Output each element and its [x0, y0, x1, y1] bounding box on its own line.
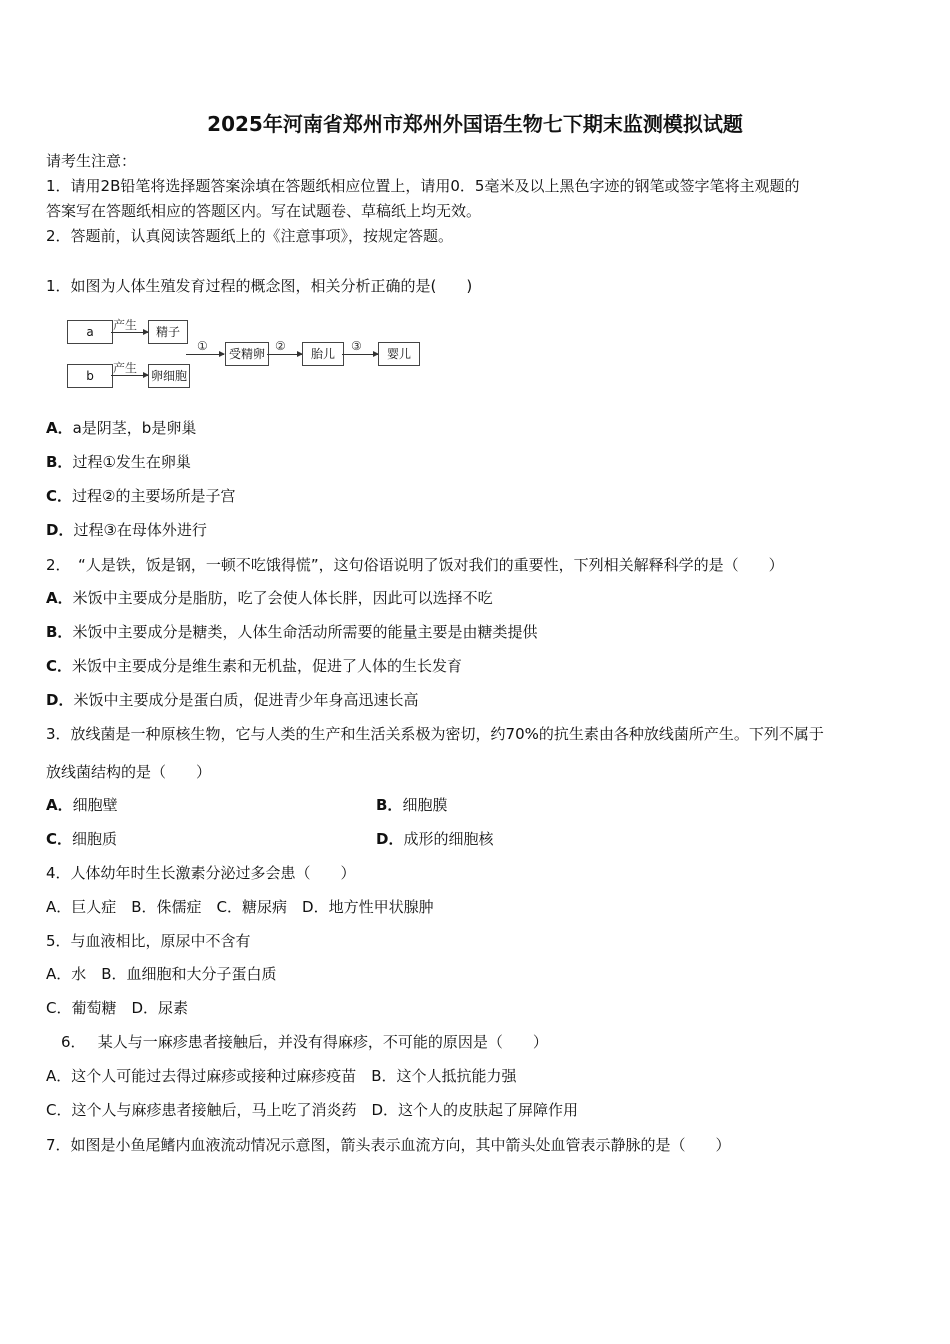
diagram-box-baby: 婴儿 [378, 342, 420, 366]
question-3-stem-cont: 放线菌结构的是（ ） [46, 763, 212, 781]
option-d [46, 520, 207, 540]
option-b [46, 622, 537, 642]
diagram-box-fetus: 胎儿 [302, 342, 344, 366]
question-6-options: C．这个人与麻疹患者接触后，马上吃了消炎药 D．这个人的皮肤起了屏障作用 [46, 1101, 579, 1119]
notice-line: 2．答题前，认真阅读答题纸上的《注意事项》，按规定答题。 [46, 227, 454, 245]
diagram-step-1: ① [197, 339, 208, 353]
notice-line: 1．请用2B铅笔将选择题答案涂填在答题纸相应位置上，请用0．5毫米及以上黑色字迹的钢笔或签字笔将主观题的 [46, 177, 800, 195]
option-text: 过程①发生在卵巢 [72, 453, 191, 471]
diagram-box-b: b [67, 364, 113, 388]
option-letter: A． [46, 589, 73, 607]
question-4-stem: 4．人体幼年时生长激素分泌过多会患（ ） [46, 864, 356, 882]
arrow-icon [111, 332, 148, 333]
option-letter: D． [46, 521, 74, 539]
option-text: 细胞壁 [72, 796, 118, 814]
option-c [46, 486, 235, 506]
option-b [376, 795, 447, 815]
option-letter: C． [46, 830, 73, 848]
option-text: a是阴茎，b是卵巢 [72, 419, 197, 437]
question-6-options: A．这个人可能过去得过麻疹或接种过麻疹疫苗 B．这个人抵抗能力强 [46, 1067, 517, 1085]
option-text: 米饭中主要成分是维生素和无机盐，促进了人体的生长发育 [72, 657, 463, 675]
option-text: 米饭中主要成分是糖类，人体生命活动所需要的能量主要是由糖类提供 [72, 623, 538, 641]
option-c [46, 829, 117, 849]
option-text: 细胞质 [72, 830, 118, 848]
diagram-step-3: ③ [351, 339, 362, 353]
option-a [46, 795, 118, 815]
diagram-step-2: ② [275, 339, 286, 353]
question-7-stem: 7．如图是小鱼尾鳍内血液流动情况示意图，箭头表示血流方向，其中箭头处血管表示静脉的是（ ） [46, 1136, 731, 1154]
option-letter: B． [46, 623, 73, 641]
option-a [46, 418, 196, 438]
option-letter: B． [46, 453, 73, 471]
diagram-box-zygote: 受精卵 [225, 342, 269, 366]
option-letter: C． [46, 487, 73, 505]
option-d [46, 690, 418, 710]
question-3-stem: 3．放线菌是一种原核生物，它与人类的生产和生活关系极为密切，约70%的抗生素由各种放线菌所产生。下列不属于 [46, 725, 824, 743]
question-6-stem: 6． 某人与一麻疹患者接触后，并没有得麻疹，不可能的原因是（ ） [46, 1033, 548, 1051]
question-2-stem: 2． “人是铁，饭是钢，一顿不吃饿得慌”，这句俗语说明了饭对我们的重要性，下列相关解释科学的是（ ） [46, 556, 784, 574]
option-a [46, 588, 493, 608]
diagram-box-sperm: 精子 [148, 320, 188, 344]
arrow-icon [186, 354, 224, 355]
option-b [46, 452, 191, 472]
option-letter: A． [46, 796, 73, 814]
page-title: 2025年河南省郑州市郑州外国语生物七下期末监测模拟试题 [207, 112, 743, 136]
option-text: 细胞膜 [402, 796, 448, 814]
diagram-label-produce: 产生 [113, 361, 138, 375]
option-c [46, 656, 462, 676]
option-letter: D． [376, 830, 404, 848]
question-5-stem: 5．与血液相比，原尿中不含有 [46, 932, 251, 950]
option-text: 米饭中主要成分是蛋白质，促进青少年身高迅速长高 [73, 691, 419, 709]
notice-line: 答案写在答题纸相应的答题区内。写在试题卷、草稿纸上均无效。 [46, 202, 482, 220]
arrow-icon [111, 375, 148, 376]
question-1-stem: 1．如图为人体生殖发育过程的概念图，相关分析正确的是( ) [46, 277, 473, 295]
option-letter: A． [46, 419, 73, 437]
question-5-options: A．水 B．血细胞和大分子蛋白质 [46, 965, 277, 983]
option-letter: B． [376, 796, 403, 814]
option-letter: D． [46, 691, 74, 709]
option-letter: C． [46, 657, 73, 675]
diagram-box-a: a [67, 320, 113, 344]
option-text: 过程②的主要场所是子宫 [72, 487, 236, 505]
arrow-icon [342, 354, 378, 355]
option-d [376, 829, 493, 849]
diagram-label-produce: 产生 [113, 318, 138, 332]
question-5-options: C．葡萄糖 D．尿素 [46, 999, 189, 1017]
arrow-icon [267, 354, 302, 355]
option-text: 成形的细胞核 [403, 830, 494, 848]
option-text: 过程③在母体外进行 [73, 521, 207, 539]
notice-heading: 请考生注意： [46, 152, 137, 170]
option-text: 米饭中主要成分是脂肪，吃了会使人体长胖，因此可以选择不吃 [72, 589, 493, 607]
question-4-options: A．巨人症 B．侏儒症 C．糖尿病 D．地方性甲状腺肿 [46, 898, 434, 916]
diagram-box-egg: 卵细胞 [148, 364, 190, 388]
